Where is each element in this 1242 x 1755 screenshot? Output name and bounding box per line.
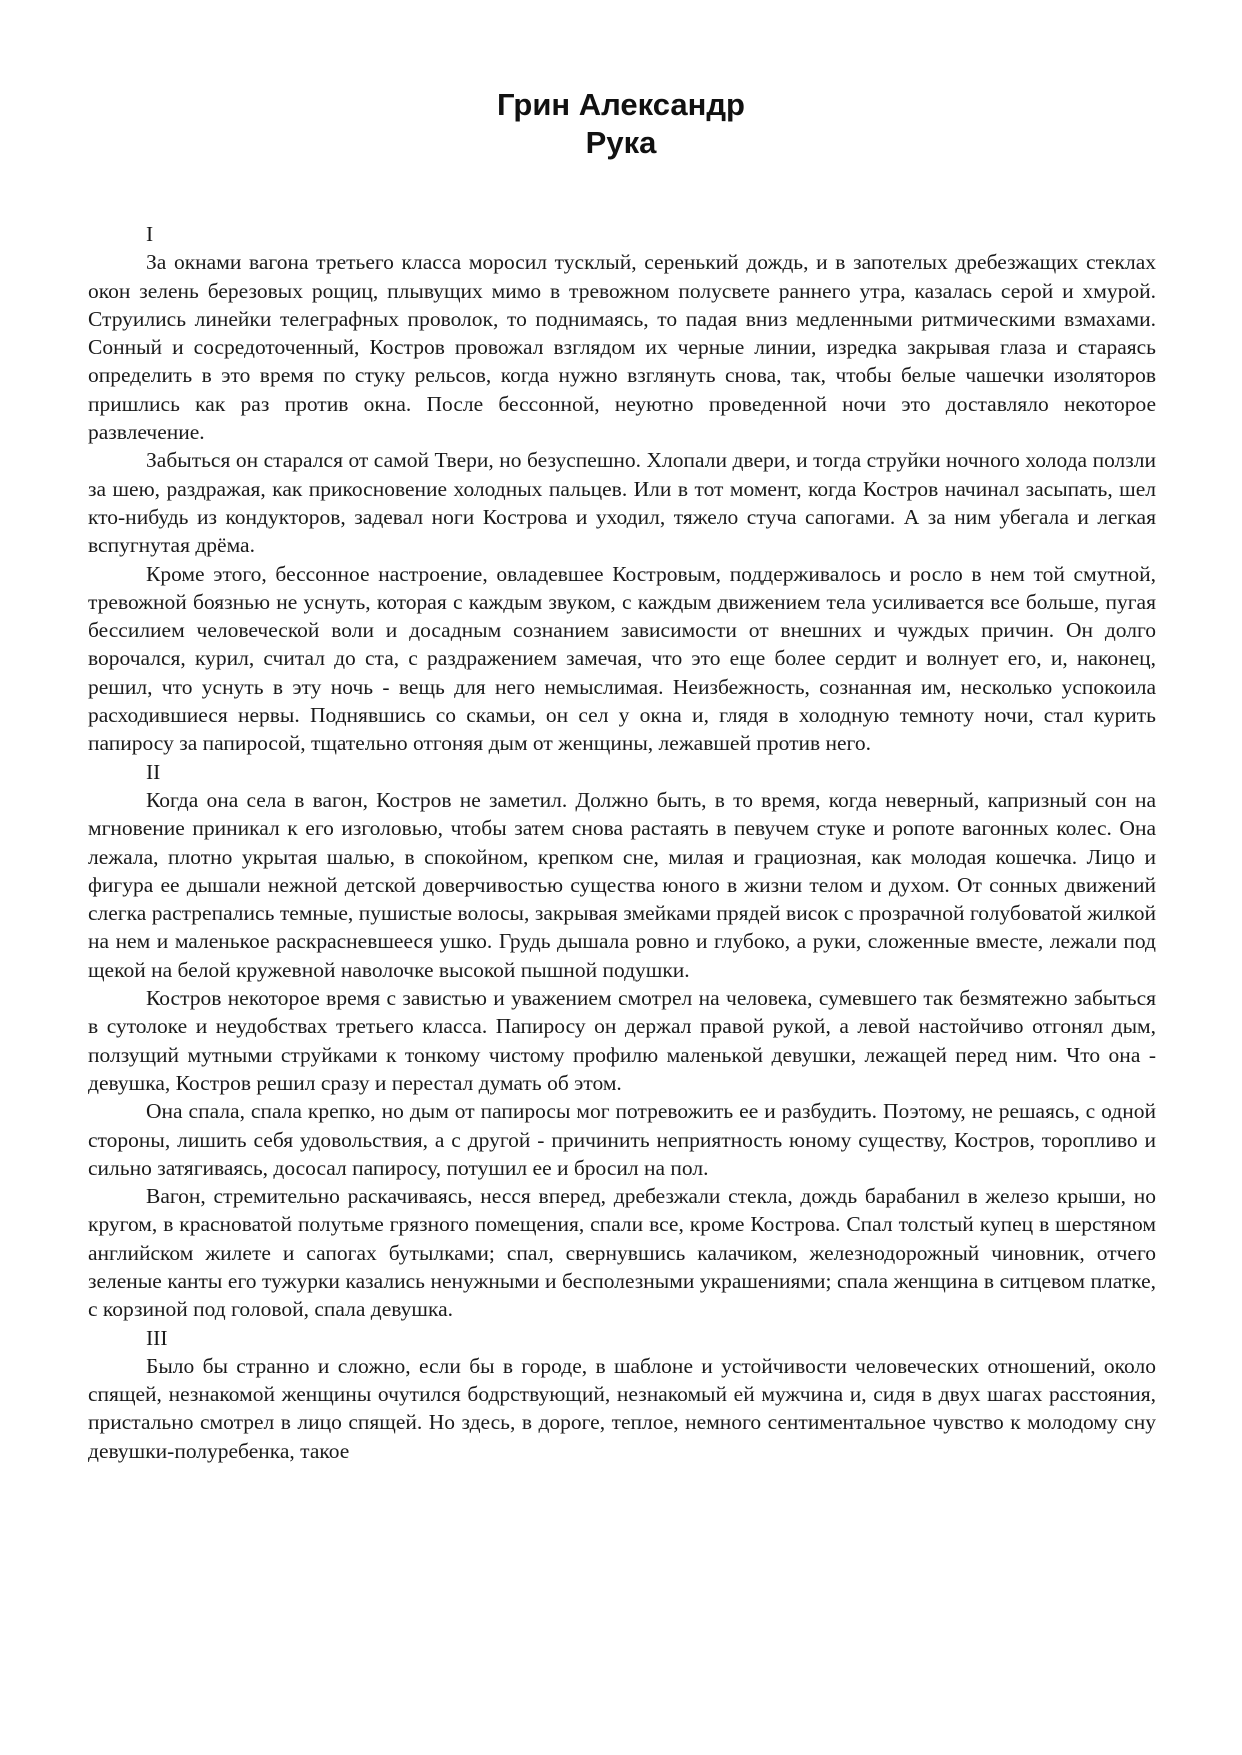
paragraph: Она спала, спала крепко, но дым от папиросы мог потревожить ее и разбудить. Поэтому, не решаясь, с одной стороны, лишить себя удовольствия, а с другой - причинить неприятность юному существу, Костров, торопливо и сильно затягиваясь, дососал папиросу, потушил ее и бросил на пол. (88, 1099, 1156, 1180)
author-name: Грин Александр (497, 87, 745, 122)
document-header (0, 86, 1242, 162)
story-title: Рука (585, 125, 657, 160)
paragraph: Костров некоторое время с завистью и уважением смотрел на человека, сумевшего так безмятежно забыться в сутолоке и неудобствах третьего класса. Папиросу он держал правой рукой, а левой настойчиво отгонял дым, ползущий мутными струйками к тонкому чистому профилю маленькой девушки, лежащей перед ним. Что она - девушка, Костров решил сразу и перестал думать об этом. (88, 986, 1156, 1095)
paragraph: Вагон, стремительно раскачиваясь, несся вперед, дребезжали стекла, дождь барабанил в железо крыши, но кругом, в красноватой полутьме грязного помещения, спали все, кроме Кострова. Спал толстый купец в шерстяном английском жилете и сапогах бутылками; спал, свернувшись калачиком, железнодорожный чиновник, отчего зеленые канты его тужурки казались ненужными и бесполезными украшениями; спала женщина в ситцевом платке, с корзиной под головой, спала девушка. (88, 1184, 1156, 1322)
paragraph: Когда она села в вагон, Костров не заметил. Должно быть, в то время, когда неверный, капризный сон на мгновение приникал к его изголовью, чтобы затем снова растаять в певучем стуке и ропоте вагонных колес. Она лежала, плотно укрытая шалью, в спокойном, крепком сне, милая и грациозная, как молодая кошечка. Лицо и фигура ее дышали нежной детской доверчивостью существа юного в жизни телом и духом. От сонных движений слегка растрепались темные, пушистые волосы, закрывая змейками прядей висок с прозрачной голубоватой жилкой на нем и маленькое раскрасневшееся ушко. Грудь дышала ровно и глубоко, а руки, сложенные вместе, лежали под щекой на белой кружевной наволочке высокой пышной подушки. (88, 787, 1156, 982)
story-text (88, 220, 1156, 1465)
paragraph: Было бы странно и сложно, если бы в городе, в шаблоне и устойчивости человеческих отношений, около спящей, незнакомой женщины очутился бодрствующий, незнакомый ей мужчина и, сидя в двух шагах расстояния, пристально смотрел в лицо спящей. Но здесь, в дороге, теплое, немного сентиментальное чувство к молодому сну девушки-полуребенка, такое (88, 1353, 1156, 1463)
chapter-heading-3: III (146, 1325, 168, 1350)
paragraph: За окнами вагона третьего класса моросил тусклый, серенький дождь, и в запотелых дребезжащих стеклах окон зелень березовых рощиц, плывущих мимо в тревожном полусвете раннего утра, казалась серой и хмурой. Струились линейки телеграфных проволок, то поднимаясь, то падая вниз медленными ритмическими взмахами. Сонный и сосредоточенный, Костров провожал взглядом их черные линии, изредка закрывая глаза и стараясь определить в это время по стуку рельсов, когда нужно взглянуть снова, так, чтобы белые чашечки изоляторов пришлись как раз против окна. После бессонной, неуютно проведенной ночи это доставляло некоторое развлечение. (88, 250, 1156, 445)
paragraph: Кроме этого, бессонное настроение, овладевшее Костровым, поддерживалось и росло в нем той смутной, тревожной боязнью не уснуть, которая с каждым звуком, с каждым движением тела усиливается все больше, пугая бессилием человеческой воли и досадным сознанием зависимости от внешних и чуждых причин. Он долго ворочался, курил, считал до ста, с раздражением замечая, что это еще более сердит и волнует его, и, наконец, решил, что уснуть в эту ночь - вещь для него немыслимая. Неизбежность, сознанная им, несколько успокоила расходившиеся нервы. Поднявшись со скамьи, он сел у окна и, глядя в холодную темноту ночи, стал курить папиросу за папиросой, тщательно отгоняя дым от женщины, лежавшей против него. (88, 561, 1156, 756)
chapter-heading-1: I (146, 222, 154, 246)
chapter-heading-2: II (146, 759, 161, 784)
paragraph: Забыться он старался от самой Твери, но безуспешно. Хлопали двери, и тогда струйки ночного холода ползли за шею, раздражая, как прикосновение холодных пальцев. Или в тот момент, когда Костров начинал засыпать, шел кто-нибудь из кондукторов, задевал ноги Кострова и уходил, тяжело стуча сапогами. А за ним убегала и легкая вспугнутая дрёма. (88, 448, 1156, 558)
